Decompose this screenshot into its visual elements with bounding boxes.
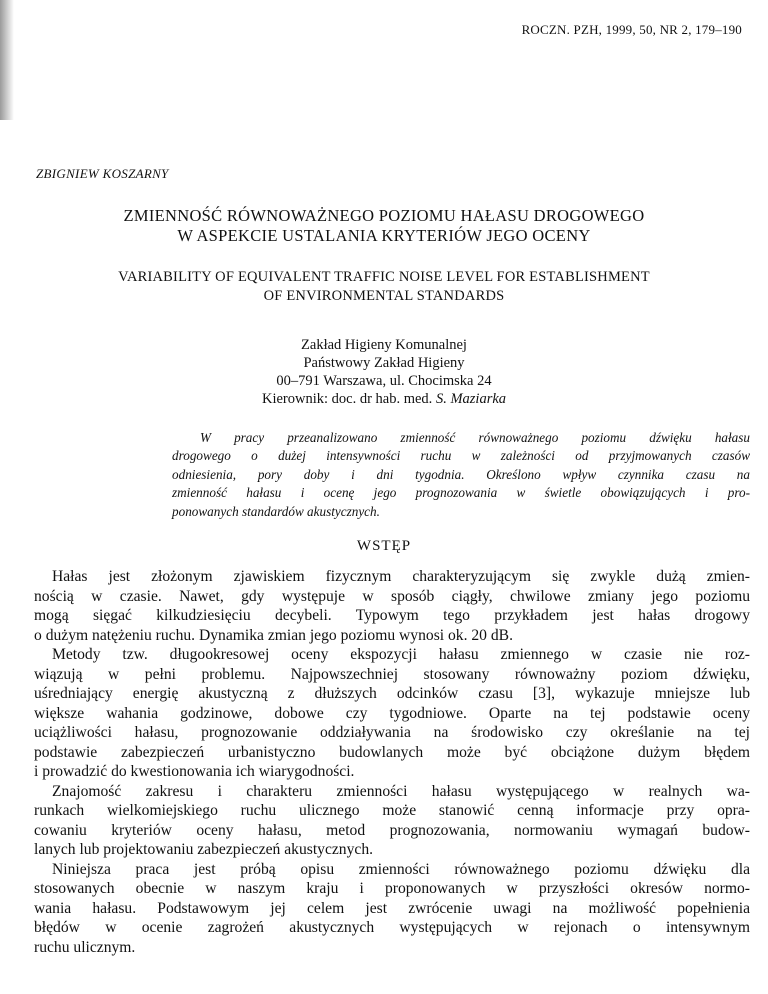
abstract <box>172 429 750 521</box>
affiliation-head <box>184 390 584 408</box>
title-polish <box>20 206 748 246</box>
abstract-line: odniesienia, pory doby i dni tygodnia. Określono wpływ czynnika czasu na <box>172 466 750 482</box>
title-english <box>20 268 748 306</box>
journal-reference: ROCZN. PZH, 1999, 50, NR 2, 179–190 <box>521 22 742 37</box>
affiliation-address: 00–791 Warszawa, ul. Chocimska 24 <box>276 373 492 389</box>
affiliation-head-name: S. Maziarka <box>435 391 507 407</box>
title-english-line-2: OF ENVIRONMENTAL STANDARDS <box>263 288 505 304</box>
body-line: lanych lub projektowaniu zabezpieczeń akustycznych. <box>34 841 374 858</box>
body-line: mogą sięgać kilkudziesięciu decybeli. Typowym tego przykładem jest hałas drogowy <box>34 607 750 624</box>
abstract-line: W pracy przeanalizowano zmienność równoważnego poziomu dźwięku hałasu <box>200 430 750 445</box>
title-polish-line-1: ZMIENNOŚĆ RÓWNOWAŻNEGO POZIOMU HAŁASU DROGOWEGO <box>123 206 645 225</box>
body-line: Znajomość zakresu i charakteru zmienności hałasu występującego w realnych wa- <box>52 782 750 800</box>
body-line: Niniejsza praca jest próbą opisu zmienności równoważnego poziomu dźwięku dla <box>52 860 750 878</box>
affiliation <box>184 336 584 408</box>
body-line: uśredniający energię akustyczną z dłuższych odcinków czasu [3], wykazuje mniejsze lub <box>34 685 750 702</box>
body-line: Hałas jest złożonym zjawiskiem fizycznym charakteryzującym się zwykle dużą zmien- <box>52 568 750 585</box>
abstract-line: ponowanych standardów akustycznych. <box>172 503 380 519</box>
affiliation-institute: Państwowy Zakład Higieny <box>303 355 465 371</box>
title-polish-line-2: W ASPEKCIE USTALANIA KRYTERIÓW JEGO OCENY <box>177 226 591 245</box>
abstract-line: zmienność hałasu i ocenę jego prognozowania w świetle obowiązujących i pro- <box>172 485 750 501</box>
body-line: stosowanych obecnie w naszym kraju i proponowanych w przyszłości okresów normo- <box>34 880 750 897</box>
body-line: cowaniu kryteriów oceny hałasu, metod prognozowania, normowaniu wymagań budow- <box>34 821 750 839</box>
body-line: wania hałasu. Podstawowym jej celem jest zwrócenie uwagi na możliwość popełnienia <box>34 899 750 917</box>
affiliation-department: Zakład Higieny Komunalnej <box>301 337 467 353</box>
body-line: podstawie zabezpieczeń urbanistyczno budowlanych może być obciążone dużym błędem <box>34 743 750 761</box>
title-english-line-1: VARIABILITY OF EQUIVALENT TRAFFIC NOISE LEVEL FOR ESTABLISHMENT <box>118 269 650 285</box>
section-heading: WSTĘP <box>356 538 412 554</box>
body-line: nością w czasie. Nawet, gdy występuje w sposób ciągły, chwilowe zmiany jego poziomu <box>34 587 750 605</box>
author-name: ZBIGNIEW KOSZARNY <box>36 166 169 181</box>
body-line: runkach wielkomiejskiego ruchu ulicznego może stanowić cenną informacje przy opra- <box>34 802 750 819</box>
abstract-line: drogowego o dużej intensywności ruchu w zależności od przyjmowanych czasów <box>172 448 750 464</box>
body-line: wiązują w pełni problemu. Najpowszechniej stosowany równoważny poziom dźwięku, <box>34 665 750 683</box>
body-line: Metody tzw. długookresowej oceny ekspozycji hałasu zmiennego w czasie nie roz- <box>52 646 750 663</box>
body-line: uciążliwości hałasu, prognozowanie oddziaływania na środowisko czy określanie na tej <box>34 724 750 741</box>
body-line: ruchu ulicznym. <box>34 938 136 956</box>
affiliation-head-prefix: Kierownik: doc. dr hab. med. <box>261 391 433 407</box>
body-line: większe wahania godzinowe, dobowe czy tygodniowe. Oparte na tej podstawie oceny <box>34 704 750 722</box>
body-line: i prowadzić do kwestionowania ich wiarygodności. <box>34 763 355 780</box>
body-line: o dużym natężeniu ruchu. Dynamika zmian jego poziomu wynosi ok. 20 dB. <box>34 626 513 644</box>
body-text <box>34 567 750 957</box>
page-edge-shadow <box>0 0 14 120</box>
body-line: błędów w ocenie zagrożeń akustycznych występujących w rejonach o intensywnym <box>34 919 750 936</box>
